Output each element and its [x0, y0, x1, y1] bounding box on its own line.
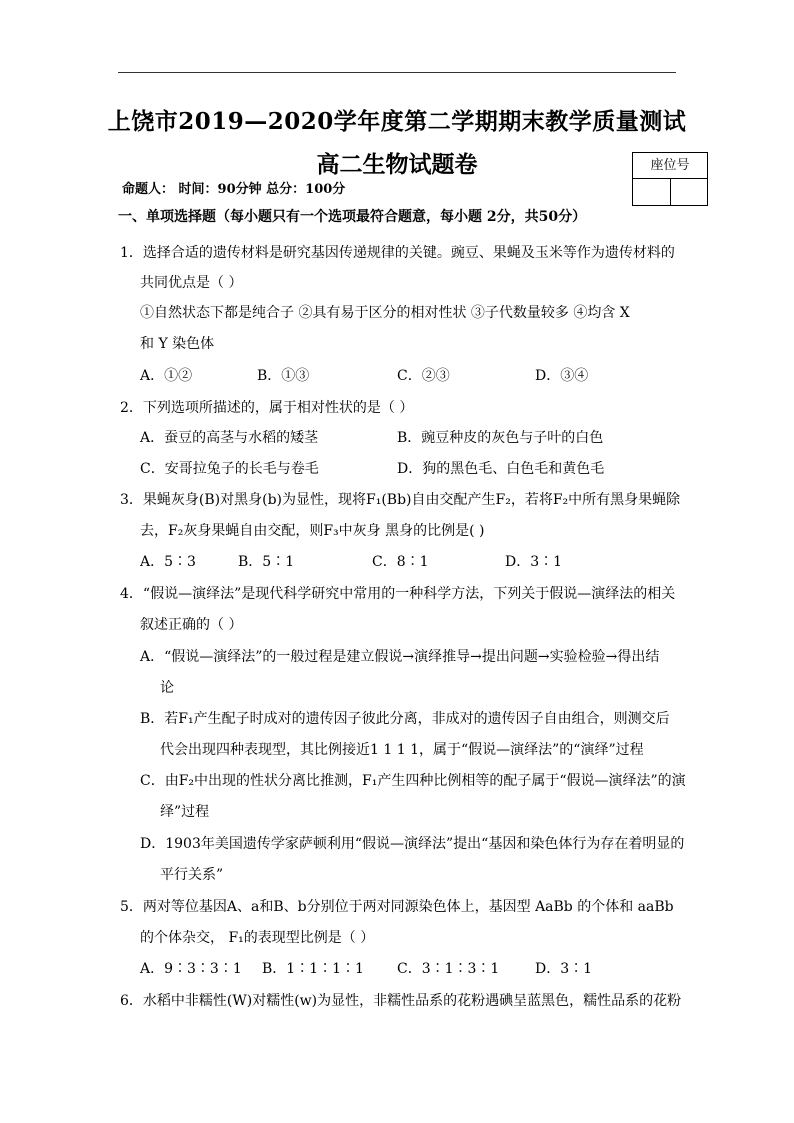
- section-heading: 一、单项选择题（每小题只有一个选项最符合题意，每小题 2分，共50分）: [118, 209, 587, 225]
- q2-option-b: B．豌豆种皮的灰色与子叶的白色: [397, 430, 604, 446]
- q2-option-a: A．蚕豆的高茎与水稻的矮茎: [140, 430, 319, 446]
- header-rule: [118, 72, 676, 73]
- q4-option-b: B．若F₁产生配子时成对的遗传因子彼此分离，非成对的遗传因子自由组合，则测交后: [140, 711, 670, 727]
- q4-option-a-cont: 论: [160, 680, 174, 696]
- q4-option-c-cont: 绎”过程: [160, 804, 210, 820]
- q4-option-d: D．1903年美国遗传学家萨顿利用“假说—演绎法”提出“基因和染色体行为存在着明显的: [140, 836, 685, 852]
- q6-stem-line1: 6．水稻中非糯性(W)对糯性(w)为显性，非糯性品系的花粉遇碘呈蓝黑色，糯性品系的花粉: [120, 993, 682, 1009]
- q3-option-a: A．5∶3: [140, 554, 196, 570]
- q1-statements-cont: 和 Y 染色体: [140, 336, 215, 352]
- q3-option-d: D．3∶1: [505, 554, 563, 570]
- q1-option-c: C．②③: [397, 368, 450, 384]
- q4-option-a: A．“假说—演绎法”的一般过程是建立假说→演绎推导→提出问题→实验检验→得出结: [140, 649, 660, 665]
- q5-option-b: B．1∶1∶1∶1: [262, 961, 364, 977]
- q4-stem-line1: 4．“假说—演绎法”是现代科学研究中常用的一种科学方法，下列关于假说—演绎法的相关: [120, 586, 676, 602]
- q2-stem: 2．下列选项所描述的，属于相对性状的是（ ）: [120, 400, 414, 416]
- q1-statements: ①自然状态下都是纯合子 ②具有易于区分的相对性状 ③子代数量较多 ④均含 X: [140, 305, 630, 321]
- seat-number-box: [632, 152, 708, 206]
- q2-option-c: C．安哥拉兔子的长毛与卷毛: [140, 461, 319, 477]
- q5-stem-line2: 的个体杂交， F₁的表现型比例是（ ）: [140, 930, 375, 946]
- exam-meta: 命题人： 时间：90分钟 总分：100分: [122, 182, 346, 197]
- q1-stem-line2: 共同优点是（ ）: [140, 275, 243, 291]
- q5-option-c: C．3∶1∶3∶1: [397, 961, 500, 977]
- exam-title: 上饶市2019—2020学年度第二学期期末教学质量测试: [107, 108, 687, 135]
- q5-stem-line1: 5．两对等位基因A、a和B、b分别位于两对同源染色体上，基因型 AaBb 的个体和 aaBb: [120, 899, 674, 915]
- q4-stem-line2: 叙述正确的（ ）: [140, 617, 243, 633]
- q3-option-b: B．5∶1: [238, 554, 295, 570]
- q1-option-b: B．①③: [257, 368, 310, 384]
- exam-subtitle: 高二生物试题卷: [316, 151, 478, 178]
- q1-stem-line1: 1．选择合适的遗传材料是研究基因传递规律的关键。豌豆、果蝇及玉米等作为遗传材料的: [120, 245, 675, 261]
- seat-cell: [670, 179, 708, 205]
- q4-option-d-cont: 平行关系”: [160, 867, 224, 883]
- q3-option-c: C．8∶1: [372, 554, 429, 570]
- q2-option-d: D．狗的黑色毛、白色毛和黄色毛: [397, 461, 605, 477]
- q5-option-d: D．3∶1: [535, 961, 593, 977]
- q5-option-a: A．9∶3∶3∶1: [140, 961, 242, 977]
- seat-number-cells: [633, 179, 707, 205]
- q4-option-b-cont: 代会出现四种表现型，其比例接近1 1 1 1，属于“假说—演绎法”的“演绎”过程: [160, 742, 644, 758]
- q4-option-c: C．由F₂中出现的性状分离比推测，F₁产生四种比例相等的配子属于“假说—演绎法”的演: [140, 773, 686, 789]
- q3-stem-line2: 去，F₂灰身果蝇自由交配，则F₃中灰身 黑身的比例是( ): [140, 523, 485, 539]
- q1-option-d: D．③④: [535, 368, 589, 384]
- seat-number-label: 座位号: [633, 153, 707, 179]
- q3-stem-line1: 3．果蝇灰身(B)对黑身(b)为显性，现将F₁(Bb)自由交配产生F₂，若将F₂中所有黑身果蝇除: [120, 492, 681, 508]
- seat-cell: [633, 179, 670, 205]
- q1-option-a: A．①②: [140, 368, 193, 384]
